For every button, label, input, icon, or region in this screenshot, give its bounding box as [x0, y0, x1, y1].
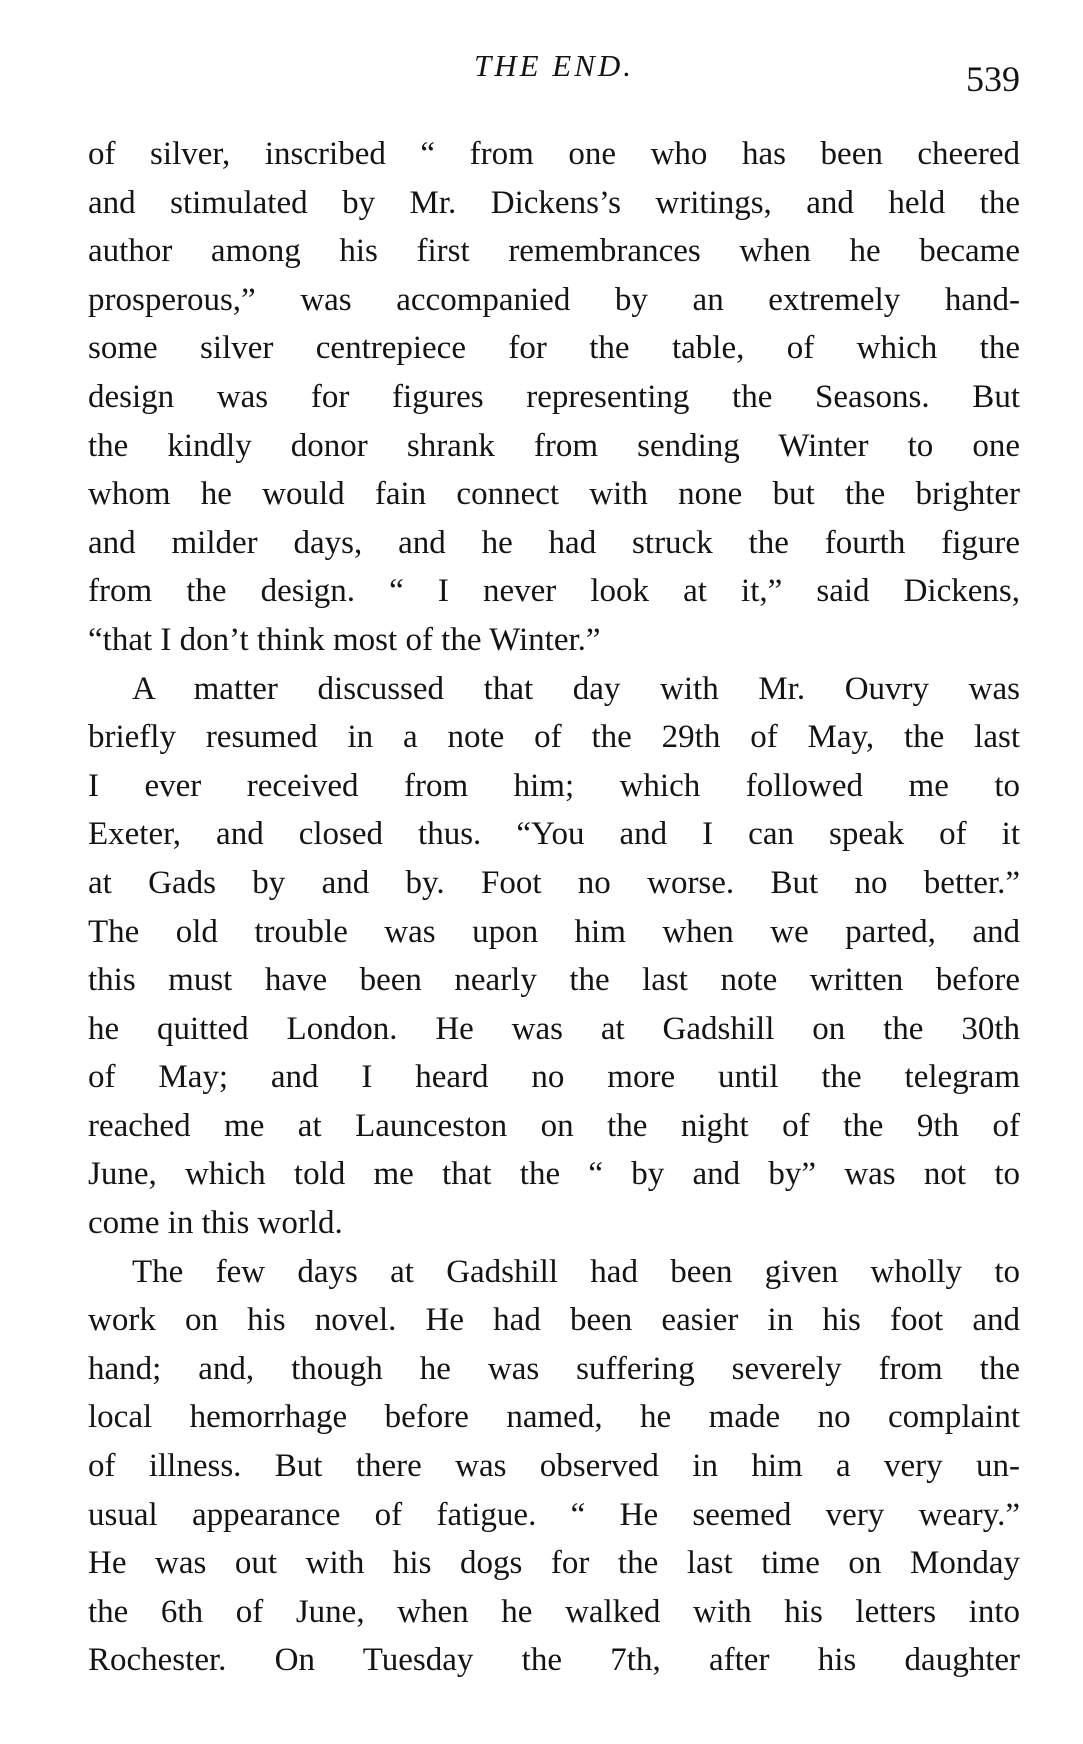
text-line: this must have been nearly the last note written before: [88, 962, 1020, 999]
running-title: THE END.: [473, 48, 635, 83]
text-line: and milder days, and he had struck the fourth figure: [88, 524, 1020, 561]
page-number: 539: [966, 59, 1020, 99]
text-line: I ever received from him; which followed me to: [88, 767, 1020, 804]
text-line: and stimulated by Mr. Dickens’s writings, and held the: [88, 184, 1020, 221]
page-header: [88, 48, 1020, 108]
text-line: work on his novel. He had been easier in his foot and: [88, 1302, 1020, 1339]
text-line: of illness. But there was observed in him a very un-: [88, 1448, 1020, 1485]
text-line: hand; and, though he was suffering severely from the: [88, 1350, 1020, 1387]
text-line: author among his first remembrances when he became: [88, 233, 1020, 270]
text-line: prosperous,” was accompanied by an extremely hand-: [88, 281, 1020, 318]
paragraph-first-line: The few days at Gadshill had been given wholly to: [132, 1253, 1020, 1290]
text-line: usual appearance of fatigue. “ He seemed very weary.”: [88, 1496, 1020, 1533]
text-line: He was out with his dogs for the last time on Monday: [88, 1545, 1020, 1582]
paragraph-first-line: A matter discussed that day with Mr. Ouvry was: [132, 670, 1020, 707]
text-line: June, which told me that the “ by and by” was not to: [88, 1156, 1020, 1193]
text-line: reached me at Launceston on the night of the 9th of: [88, 1107, 1020, 1144]
text-line: come in this world.: [88, 1205, 343, 1242]
text-line: design was for figures representing the Seasons. But: [88, 378, 1020, 415]
text-line: briefly resumed in a note of the 29th of May, the last: [88, 719, 1020, 756]
body-text: [88, 130, 1020, 1685]
text-line: of silver, inscribed “ from one who has been cheered: [88, 136, 1020, 172]
text-line: local hemorrhage before named, he made no complaint: [88, 1399, 1020, 1436]
text-line: whom he would fain connect with none but the brighter: [88, 476, 1020, 513]
text-line: the 6th of June, when he walked with his letters into: [88, 1593, 1020, 1630]
text-line: Rochester. On Tuesday the 7th, after his daughter: [88, 1642, 1020, 1679]
text-line: he quitted London. He was at Gadshill on the 30th: [88, 1010, 1020, 1047]
text-line: some silver centrepiece for the table, of which the: [88, 330, 1020, 367]
text-line: at Gads by and by. Foot no worse. But no better.”: [88, 864, 1020, 901]
text-line: of May; and I heard no more until the telegram: [88, 1059, 1020, 1096]
text-line: The old trouble was upon him when we parted, and: [88, 913, 1020, 950]
text-line: from the design. “ I never look at it,” said Dickens,: [88, 573, 1020, 610]
text-line: the kindly donor shrank from sending Winter to one: [88, 427, 1020, 464]
text-line: Exeter, and closed thus. “You and I can speak of it: [88, 816, 1020, 853]
text-line: “that I don’t think most of the Winter.”: [88, 621, 601, 658]
